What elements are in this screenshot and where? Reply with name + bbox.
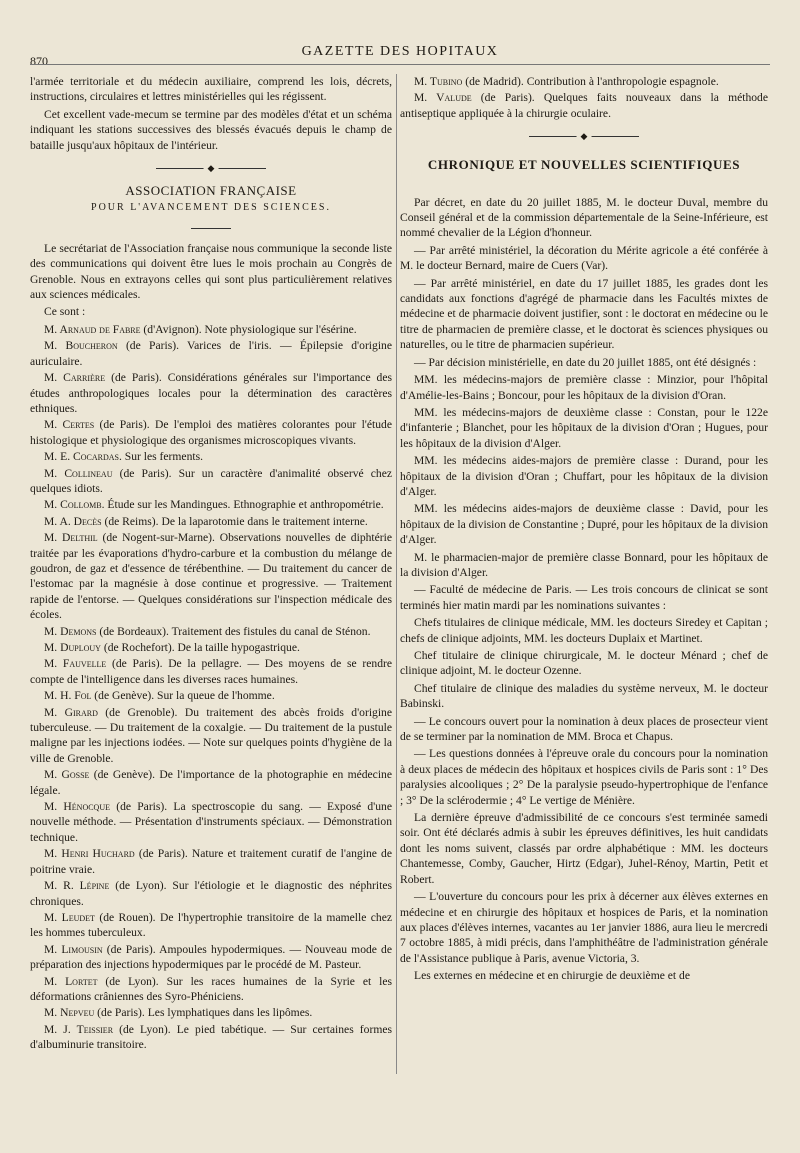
news-paragraph: — Par arrêté ministériel, en date du 17 juillet 1885, les grades dont les candidats aux fonctions d'agrégé de pharmacie dans les Facultés mixtes de médecine et de pharmacie doivent justifier, sont : le doctorat en médecine ou le titre de pharmacien de première classe, et le doctorat ès sciences physiques ou naturelles, ou le titre de pharmacien supérieur.: [400, 276, 768, 352]
communication-title: (de Paris). Les lymphatiques dans les lipômes.: [94, 1006, 313, 1020]
communication-item: [30, 338, 392, 369]
news-paragraph: La dernière épreuve d'admissibilité de ce concours s'est terminée samedi soir. Ont été déclarés admis à subir les épreuves définitives, les huit candidats dont les noms suivent, classés par ordre alphabétique : MM. les docteurs Chantemesse, Comby, Gaucher, Hirtz (Edgar), Juhel-Rénoy, Martin, Petit et Robert.: [400, 811, 768, 886]
author-name: M. Henri Huchard: [44, 847, 135, 861]
news-paragraph: — L'ouverture du concours pour les prix à décerner aux élèves externes en médecine et en chirurgie des hôpitaux et hospices de Paris, et la nomination aux places d'élèves internes, vacantes au 1er janvier 1886, aura lieu le mercredi 7 octobre 1885, à midi précis, dans l'amphithéâtre de l'administration générale de l'Assistance publique à Paris, avenue Victoria, 3.: [400, 890, 768, 965]
communication-title: (de Paris). La spectroscopie du sang. — Exposé d'une nouvelle méthode. — Présentation d'instruments spéciaux. — Démonstration technique.: [30, 800, 392, 844]
communication-title: (de Genève). Sur la queue de l'homme.: [91, 689, 275, 703]
short-rule: [191, 228, 231, 229]
author-name: M. Boucheron: [44, 339, 118, 353]
author-name: M. Nepveu: [44, 1006, 95, 1020]
author-name: M. Tubino: [414, 75, 463, 88]
communication-title: (de Lyon). Le pied tabétique. — Sur certaines formes d'albuminurie transitoire.: [30, 1022, 392, 1052]
communication-item: [30, 466, 392, 497]
chronique-paragraphs: [400, 195, 768, 984]
communication-item: [30, 767, 392, 798]
author-name: M. Gosse: [44, 768, 90, 782]
news-paragraph: Chefs titulaires de clinique médicale, MM. les docteurs Siredey et Capitan ; chefs de clinique adjoints, MM. les docteurs Duplaix et Martinet.: [400, 616, 768, 645]
left-column: [30, 74, 392, 1134]
communication-title: (de Paris). De la pellagre. — Des moyens de se rendre compte de l'intelligence dans les diverses races humaines.: [30, 657, 392, 686]
news-paragraph: MM. les médecins aides-majors de première classe : Durand, pour les hôpitaux de la division d'Oran ; Chuffart, pour les hôpitaux de la division d'Alger.: [400, 454, 768, 498]
communication-item: [30, 910, 392, 941]
intro-paragraph: l'armée territoriale et du médecin auxiliaire, comprend les lois, décrets, instructions, circulaires et lettres ministérielles qui les régissent.: [30, 75, 392, 104]
communication-title: (de Lyon). Sur les races humaines de la Syrie et les déformations crâniennes des Syro-Phéniciens.: [30, 974, 392, 1003]
header-rule: [30, 64, 770, 65]
author-name: M. Collomb: [44, 498, 102, 512]
journal-title: GAZETTE DES HOPITAUX: [301, 44, 499, 59]
communication-item: [30, 417, 392, 448]
author-name: M. Arnaud de Fabre: [44, 322, 141, 336]
communication-title: (de Lyon). Sur l'étiologie et le diagnostic des néphrites chroniques.: [30, 879, 392, 908]
communication-title: (de Paris). Varices de l'iris. — Épilepsie d'origine auriculaire.: [30, 339, 392, 368]
ce-sont: Ce sont :: [44, 305, 86, 319]
communication-item: [30, 705, 392, 767]
communication-title: (de Paris). Nature et traitement curatif de l'angine de poitrine vraie.: [30, 847, 392, 876]
communication-list-continued: [400, 74, 768, 121]
communication-title: (de Genève). De l'importance de la photographie en médecine légale.: [30, 768, 392, 797]
column-divider: [396, 74, 397, 1074]
intro-paragraph: Cet excellent vade-mecum se termine par des modèles d'état et un schéma indiquant les stations successives des blessés évacués depuis le champ de bataille jusqu'aux hôpitaux de l'intérieur.: [30, 107, 392, 152]
author-name: M. Duplouy: [44, 641, 101, 654]
communication-item: [30, 530, 392, 622]
chronique-title: CHRONIQUE ET NOUVELLES SCIENTIFIQUES: [427, 157, 741, 173]
communication-title: (de Grenoble). Du traitement des abcès froids d'origine tuberculeuse. — Du traitement de la coxalgie. — Du traitement de la pustule maligne par les injections iodées. — Note sur quelques points d'hygiène de la ville de Grenoble.: [30, 705, 392, 765]
author-name: M. H. Fol: [44, 689, 92, 703]
communication-item: [30, 974, 392, 1005]
communication-item: [30, 624, 392, 639]
communication-item: [30, 640, 392, 655]
communication-item: [30, 449, 392, 464]
news-paragraph: — Par arrêté ministériel, la décoration du Mérite agricole a été conférée à M. le docteur Bernard, maire de Cuers (Var).: [400, 243, 768, 273]
news-paragraph: — Faculté de médecine de Paris. — Les trois concours de clinicat se sont terminés hier matin mardi par les nominations suivantes :: [400, 583, 768, 612]
news-paragraph: Les externes en médecine et en chirurgie de deuxième et de: [414, 969, 690, 983]
author-name: M. Hénocque: [44, 800, 111, 814]
communication-item: [30, 688, 392, 703]
communication-item: [30, 370, 392, 416]
communication-title: (de Rochefort). De la taille hypogastrique.: [100, 641, 300, 654]
news-paragraph: Chef titulaire de clinique chirurgicale, M. le docteur Ménard ; chef de clinique adjoint, M. le docteur Ozenne.: [400, 649, 768, 678]
communication-item: [30, 1005, 392, 1020]
author-name: M. Girard: [44, 705, 98, 719]
author-name: M. A. Decès: [44, 514, 102, 528]
author-name: M. Lortet: [44, 974, 98, 988]
author-name: M. Valude: [414, 91, 472, 105]
communication-title: (de Nogent-sur-Marne). Observations nouvelles de diphtérie traitée par les évaporations d'hydro-carbure et la combustion du mélange de goudron, de gaz et d'essence de térébenthine. — Du traitement du cancer de l'estomac par la magnésie à dose continue et progressive. — Traitement rapide de l'entorse. — Quelques considérations sur l'inspection médicale des écoles.: [30, 531, 392, 622]
communication-item: [30, 799, 392, 845]
running-head: [30, 38, 770, 68]
communication-item: [30, 942, 392, 973]
author-name: M. Certes: [44, 418, 95, 432]
communication-item: [30, 878, 392, 909]
communication-item: [30, 514, 392, 529]
communication-title: (de Paris). Ampoules hypodermiques. — Nouveau mode de préparation des injections hypodermiques par le procédé de M. Pasteur.: [30, 942, 392, 972]
communication-item: [30, 846, 392, 877]
communication-title: . Étude sur les Mandingues. Ethnographie et anthropométrie.: [101, 498, 384, 512]
communication-title: (de Paris). Quelques faits nouveaux dans la méthode antiseptique appliquée à la chirurgie oculaire.: [400, 91, 768, 120]
news-paragraph: Par décret, en date du 20 juillet 1885, M. le docteur Duval, membre du Conseil général et de la commission départementale de la Seine-Inférieure, est nommé chevalier de la Légion d'honneur.: [400, 195, 768, 240]
author-name: M. R. Lépine: [44, 879, 110, 893]
news-paragraph: MM. les médecins-majors de deuxième classe : Constan, pour le 122e d'infanterie ; Blanchet, pour les hôpitaux de la division d'Oran ; Hugues, pour les hôpitaux de la division d'Alger.: [400, 405, 768, 450]
association-subtitle: POUR L'AVANCEMENT DES SCIENCES.: [91, 202, 331, 214]
author-name: M. Collineau: [44, 466, 113, 480]
author-name: M. Carrière: [44, 371, 106, 385]
communication-item: [400, 90, 768, 121]
author-name: M. Limousin: [44, 942, 103, 956]
communication-title: (d'Avignon). Note physiologique sur l'ésérine.: [140, 322, 357, 336]
communication-title: (de Rouen). De l'hypertrophie transitoire de la mamelle chez les hommes tuberculeux.: [30, 910, 392, 940]
news-paragraph: — Les questions données à l'épreuve orale du concours pour la nomination à deux places de médecin des hôpitaux et hospices civils de Paris sont : 1° Des paralysies alcooliques ; 2° De la paralysie pseudo-hypertrophique de l'enfance ; 3° De la sclérodermie ; 4° Le vertige de Ménière.: [400, 747, 768, 807]
communication-item: [30, 656, 392, 687]
author-name: M. Fauvelle: [44, 657, 107, 671]
communication-title: (de Madrid). Contribution à l'anthropologie espagnole.: [462, 75, 719, 88]
communication-item: [30, 497, 392, 512]
author-name: M. J. Teissier: [44, 1022, 114, 1036]
communication-list: [30, 322, 392, 1053]
author-name: M. Demons: [44, 624, 97, 638]
page-number: 870: [30, 54, 48, 68]
news-paragraph: M. le pharmacien-major de première classe Bonnard, pour les hôpitaux de la division d'Alger.: [400, 550, 768, 579]
communication-title: (de Paris). Sur un caractère d'animalité observé chez quelques idiots.: [30, 466, 392, 495]
association-intro: Le secrétariat de l'Association française nous communique la seconde liste des communications qui doivent être lues le mois prochain au Congrès de Grenoble. Nous en extrayons celles qui sont plus particulièrement relatives aux sciences médicales.: [30, 241, 392, 302]
author-name: M. Leudet: [44, 910, 95, 924]
communication-item: [30, 1022, 392, 1053]
communication-title: (de Bordeaux). Traitement des fistules du canal de Sténon.: [96, 624, 371, 638]
right-column: [400, 74, 768, 1134]
communication-title: (de Reims). De la laparotomie dans le traitement interne.: [101, 514, 368, 528]
communication-title: . Sur les ferments.: [118, 450, 203, 464]
communication-item: [400, 74, 768, 89]
news-paragraph: Chef titulaire de clinique des maladies du système nerveux, M. le docteur Babinski.: [400, 681, 768, 711]
news-paragraph: — Par décision ministérielle, en date du 20 juillet 1885, ont été désignés :: [414, 355, 757, 369]
communication-title: (de Paris). Considérations générales sur l'importance des études anthropologiques locales pour la détermination des caractères ethniques.: [30, 371, 392, 415]
ornament-separator: ◆: [156, 163, 266, 173]
communication-title: (de Paris). De l'emploi des matières colorantes pour l'étude histologique et physiologique des organismes microscopiques vivants.: [30, 418, 392, 447]
communication-item: [30, 322, 392, 337]
author-name: M. E. Cocardas: [44, 450, 119, 464]
ornament-separator: ◆: [529, 131, 639, 141]
association-title: ASSOCIATION FRANÇAISE: [125, 183, 297, 199]
news-paragraph: — Le concours ouvert pour la nomination à deux places de prosecteur vient de se terminer par la nomination de MM. Broca et Chapus.: [400, 714, 768, 744]
news-paragraph: MM. les médecins-majors de première classe : Minzior, pour l'hôpital d'Amélie-les-Bains ; Boncour, pour les hôpitaux de la division d'Oran.: [400, 373, 768, 402]
author-name: M. Delthil: [44, 531, 98, 545]
news-paragraph: MM. les médecins aides-majors de deuxième classe : David, pour les hôpitaux de la division de Constantine ; Dupré, pour les hôpitaux de la division d'Alger.: [400, 502, 768, 547]
